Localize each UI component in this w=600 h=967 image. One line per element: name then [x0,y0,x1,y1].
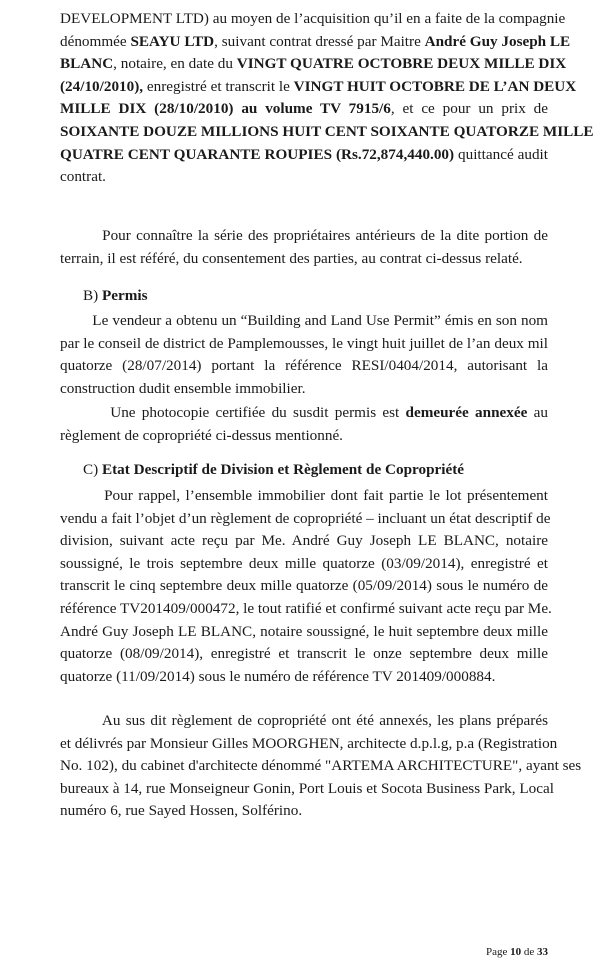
text-line [60,144,548,167]
text-run: , notaire, en date du [113,55,237,73]
text-line [60,755,582,778]
text-run: référence TV201409/000472, le tout ratifié et confirmé suivant acte reçu par Me. [60,599,552,617]
text-line [60,800,548,823]
text-line [60,378,548,401]
text-line [60,508,551,531]
text-line [60,76,577,99]
bold-text-run: demeurée annexée [405,404,528,421]
section-heading-etat-descriptif [83,459,464,481]
page-number: 10 [510,946,522,958]
text-line [60,121,594,144]
text-run: Le vendeur a obtenu un “Building and Land Use Permit” émis en son nom [60,312,548,329]
page-label: Page [485,946,508,958]
section-heading-title: Permis [101,287,148,304]
text-line [60,310,548,333]
text-run: , et ce pour un prix de [390,100,548,118]
bold-text-run: VINGT QUATRE OCTOBRE DEUX MILLE DIX [236,55,567,73]
text-run: numéro 6, rue Sayed Hossen, Solférino. [60,802,303,820]
paragraph-previous-owners [60,225,548,270]
section-heading-title: Etat Descriptif de Division et Règlement de Copropriété [101,461,465,478]
text-line [60,166,548,189]
text-run: division, suivant acte reçu par Me. André Guy Joseph LE BLANC, notaire [60,532,548,550]
text-line [60,53,567,76]
text-run: vendu a fait l’objet d’un règlement de copropriété – incluant un état descriptif de [60,509,551,527]
paragraph-acquisition [60,8,594,189]
text-run: Une photocopie certifiée du susdit permis est [60,404,406,421]
text-run: construction dudit ensemble immobilier. [60,379,306,397]
text-run: , suivant contrat dressé par Maitre [214,32,425,50]
text-run: transcrit le cinq septembre deux mille quatorze (05/09/2014) sous le numéro de [60,577,548,595]
paragraph-annexed-plans [60,710,582,823]
text-run: quittancé audit [454,145,548,163]
text-run: contrat. [60,168,106,186]
bold-text-run: VINGT HUIT OCTOBRE DE L’AN DEUX [293,77,577,95]
text-line [60,733,558,756]
text-run: bureaux à 14, rue Monseigneur Gonin, Port Louis et Socota Business Park, Local [60,779,554,797]
text-run: quatorze (11/09/2014) sous le numéro de référence TV 201409/000884. [60,667,496,685]
text-line [60,598,552,621]
bold-text-run: SEAYU LTD [130,32,215,50]
text-line [60,530,548,553]
paragraph-permit [60,310,548,400]
text-line [60,98,548,121]
paragraph-copropriete-reminder [60,485,552,688]
text-line [60,643,548,666]
text-run: Pour connaître la série des propriétaires antérieurs de la dite portion de [60,227,548,244]
text-run: quatorze (08/09/2014), enregistré et transcrit le onze septembre deux mille [60,645,548,663]
text-line [60,575,548,598]
of-label: de [523,946,535,958]
bold-text-run: (24/10/2010), [60,77,144,95]
text-run: et délivrés par Monsieur Gilles MOORGHEN, architecte d.p.l.g, p.a (Registration [60,734,558,752]
text-line [60,778,554,801]
text-line [60,248,548,271]
bold-text-run: MILLE DIX (28/10/2010) au volume TV 7915/6 [60,100,391,118]
text-run: enregistré et transcrit le [143,77,294,95]
text-line [60,402,548,425]
bold-text-run: SOIXANTE DOUZE MILLIONS HUIT CENT SOIXANTE QUATORZE MILLE [60,122,594,140]
text-run: au [527,404,548,421]
text-run: dénommée [60,32,131,50]
bold-text-run: QUATRE CENT QUARANTE ROUPIES (Rs.72,874,440.00) [60,145,455,163]
text-run: terrain, il est référé, du consentement des parties, au contrat ci-dessus relaté. [60,249,523,267]
section-heading-prefix: B) [83,287,102,304]
text-line [60,31,571,54]
text-run: quatorze (28/07/2014) portant la référence RESI/0404/2014, autorisant la [60,357,548,375]
text-run: DEVELOPMENT LTD) au moyen de l’acquisition qu’il en a faite de la compagnie [60,10,566,27]
text-run: par le conseil de district de Pamplemousses, le vingt huit juillet de l’an deux mil [60,334,548,352]
text-line [60,666,548,689]
text-line [60,355,548,378]
paragraph-permit-annex [60,402,548,447]
text-line [60,710,548,733]
text-line [60,8,566,31]
text-line [60,333,548,356]
text-run: André Guy Joseph LE BLANC, notaire soussigné, le huit septembre deux mille [60,622,548,640]
text-line [60,225,548,248]
text-run: soussigné, le trois septembre deux mille quatorze (03/09/2014), enregistré et [60,554,548,572]
text-run: Au sus dit règlement de copropriété ont été annexés, les plans préparés [60,712,548,729]
section-heading-permis [83,285,148,307]
page-number-footer [486,946,548,958]
bold-text-run: BLANC [60,55,114,73]
text-run: Pour rappel, l’ensemble immobilier dont fait partie le lot présentement [60,487,548,504]
text-line [60,485,548,508]
total-pages: 33 [537,946,548,958]
text-line [60,425,548,448]
bold-text-run: André Guy Joseph LE [424,32,571,50]
text-line [60,621,548,644]
text-run: No. 102), du cabinet d'architecte dénommé "ARTEMA ARCHITECTURE", ayant ses [60,757,582,775]
text-line [60,553,548,576]
section-heading-prefix: C) [83,461,102,478]
text-run: règlement de copropriété ci-dessus mentionné. [60,426,343,444]
